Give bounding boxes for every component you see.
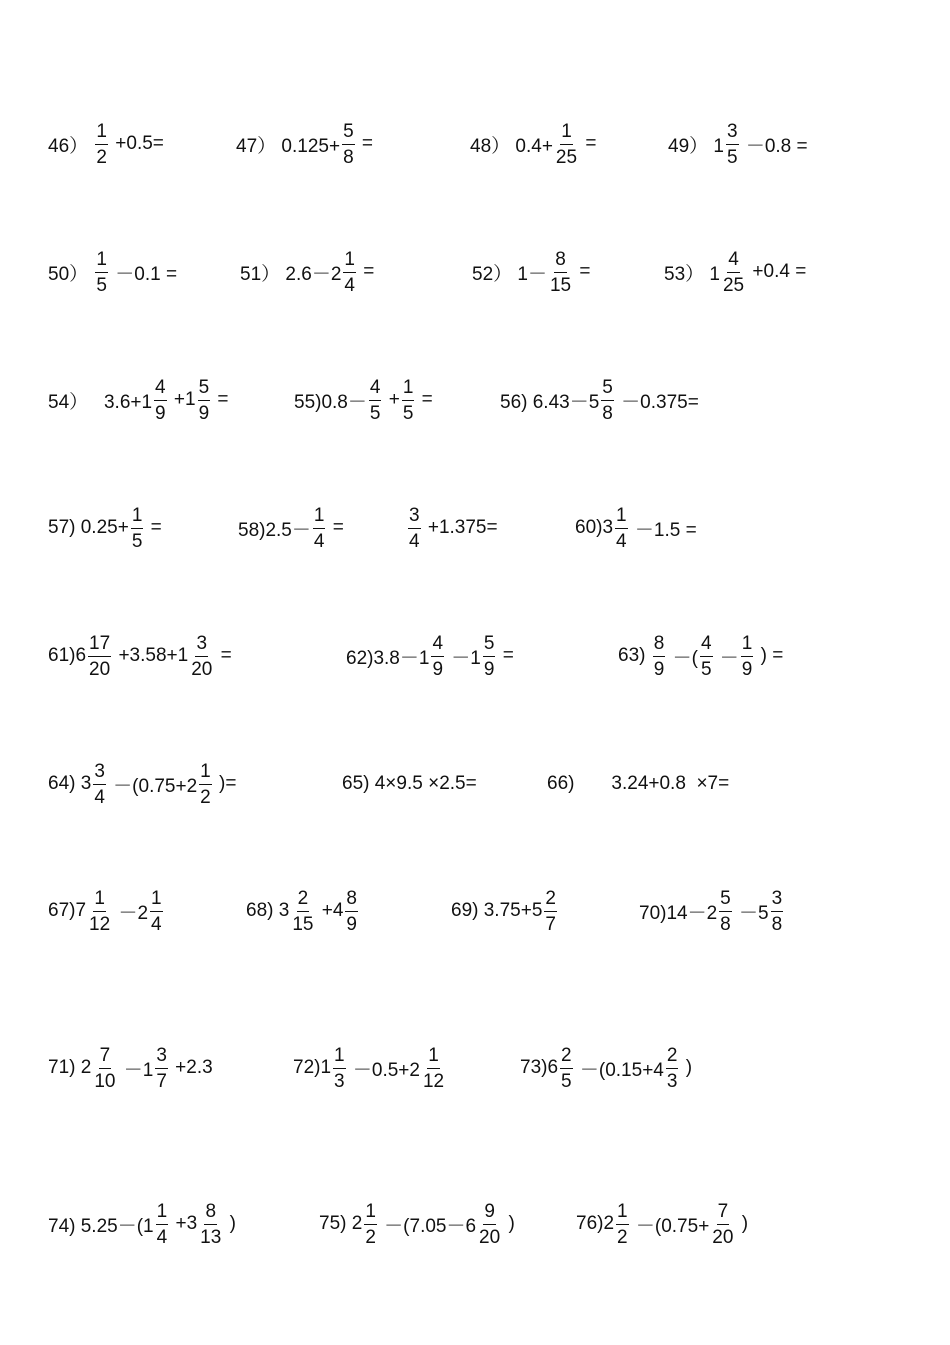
fraction-numerator: 5	[719, 889, 732, 912]
problem-text: －(0.15+4	[574, 1059, 664, 1081]
fraction-denominator: 9	[155, 402, 166, 424]
math-problem	[236, 104, 373, 184]
fraction-denominator: 5	[131, 530, 143, 552]
problem-text: －5	[733, 902, 769, 924]
fraction	[719, 889, 732, 934]
fraction	[88, 634, 111, 679]
problem-text: =	[215, 645, 232, 666]
fraction	[549, 250, 572, 295]
math-problem	[48, 616, 232, 696]
fraction-numerator: 4	[700, 634, 713, 657]
fraction-numerator: 3	[155, 1046, 168, 1069]
math-problem	[451, 871, 559, 951]
math-problem	[246, 871, 360, 951]
fraction-numerator: 1	[131, 506, 144, 529]
fraction	[364, 1202, 377, 1247]
math-problem	[48, 360, 229, 440]
math-problem	[406, 488, 498, 568]
problem-text: －(0.75+	[630, 1215, 710, 1237]
fraction-denominator: 20	[479, 1226, 501, 1248]
problem-row	[0, 360, 950, 440]
problem-text: 65) 4×9.5 ×2.5=	[342, 773, 477, 794]
problem-row	[0, 744, 950, 824]
fraction-numerator: 8	[653, 634, 666, 657]
math-problem	[48, 871, 165, 951]
problem-text: 63)	[618, 645, 651, 666]
math-problem	[48, 1028, 213, 1108]
fraction	[95, 122, 108, 167]
fraction	[700, 634, 713, 679]
fraction	[190, 634, 213, 679]
fraction	[199, 762, 212, 807]
problem-text: 73)6	[520, 1057, 559, 1078]
math-problem	[639, 871, 785, 951]
fraction-denominator: 5	[96, 274, 107, 296]
fraction-denominator: 9	[198, 402, 210, 424]
fraction-numerator: 1	[343, 250, 356, 273]
fraction-denominator: 20	[89, 658, 111, 680]
fraction-denominator: 12	[89, 913, 111, 935]
problem-text: 46）	[48, 135, 94, 157]
fraction-denominator: 4	[344, 274, 355, 296]
fraction-denominator: 20	[191, 658, 213, 680]
problem-text: 67)7	[48, 900, 87, 921]
math-problem	[618, 616, 783, 696]
problem-text: －(0.75+2	[107, 775, 198, 797]
fraction-denominator: 4	[616, 530, 627, 552]
fraction	[616, 1202, 629, 1247]
problem-text: 53） 1	[664, 263, 720, 285]
fraction	[198, 378, 211, 423]
problem-text: =	[145, 517, 162, 538]
problem-text: －(7.05－6	[378, 1215, 477, 1237]
fraction-denominator: 9	[346, 913, 357, 935]
math-problem	[470, 104, 596, 184]
problem-text: +1	[168, 389, 196, 410]
fraction-numerator: 1	[156, 1202, 169, 1225]
fraction-denominator: 4	[94, 786, 105, 808]
problem-text: +4	[316, 900, 344, 921]
fraction-numerator: 1	[741, 634, 754, 657]
problem-text: 47） 0.125+	[236, 135, 341, 157]
fraction	[345, 889, 358, 934]
fraction-denominator: 8	[343, 146, 354, 168]
math-problem	[547, 744, 729, 824]
fraction-denominator: 2	[200, 786, 211, 808]
fraction-denominator: 4	[313, 530, 325, 552]
fraction	[422, 1046, 445, 1091]
fraction-numerator: 8	[554, 250, 567, 273]
fraction	[402, 378, 415, 423]
problem-text: －2	[113, 902, 149, 924]
fraction-numerator: 8	[204, 1202, 217, 1225]
fraction	[93, 1046, 116, 1091]
fraction-denominator: 12	[422, 1070, 445, 1092]
fraction	[342, 122, 355, 167]
problem-text: +1.375=	[422, 517, 498, 538]
fraction	[544, 889, 557, 934]
problem-text: 68) 3	[246, 900, 290, 921]
problem-row	[0, 104, 950, 184]
problem-text: 71) 2	[48, 1057, 92, 1078]
fraction	[150, 889, 163, 934]
math-problem	[238, 488, 344, 568]
fraction-numerator: 1	[560, 122, 573, 145]
problem-text: +2.3	[169, 1057, 213, 1078]
fraction-denominator: 9	[741, 658, 753, 680]
problem-text: +3	[170, 1213, 198, 1234]
math-problem	[48, 1184, 236, 1264]
fraction	[88, 889, 111, 934]
fraction-numerator: 5	[601, 378, 614, 401]
fraction-denominator: 15	[549, 274, 572, 296]
fraction-numerator: 2	[544, 889, 557, 912]
fraction-numerator: 3	[93, 762, 106, 785]
fraction-numerator: 1	[333, 1046, 346, 1069]
fraction-denominator: 9	[483, 658, 495, 680]
problem-text: －(	[667, 647, 698, 669]
fraction-numerator: 1	[616, 1202, 629, 1225]
problem-text: －1.5 =	[629, 519, 697, 541]
problem-text: 70)14－2	[639, 902, 718, 924]
fraction-numerator: 2	[560, 1046, 573, 1069]
fraction-denominator: 15	[292, 913, 314, 935]
problem-text: 49） 1	[668, 135, 724, 157]
problem-text: )	[224, 1213, 236, 1234]
fraction-denominator: 25	[722, 274, 745, 296]
problem-text: 52） 1－	[472, 263, 547, 285]
fraction	[666, 1046, 679, 1091]
fraction	[771, 889, 784, 934]
problem-row	[0, 871, 950, 951]
fraction	[431, 634, 444, 679]
problem-text: =	[356, 133, 374, 154]
problem-text: 76)2	[576, 1213, 615, 1234]
problem-text: +0.5=	[110, 133, 164, 154]
problem-text: －0.1 =	[110, 263, 178, 285]
fraction-numerator: 8	[345, 889, 358, 912]
problem-text: －0.8 =	[740, 135, 808, 157]
fraction-numerator: 1	[364, 1202, 377, 1225]
fraction	[408, 506, 421, 551]
fraction	[555, 122, 578, 167]
fraction	[560, 1046, 573, 1091]
fraction-denominator: 4	[151, 913, 162, 935]
fraction	[291, 889, 314, 934]
problem-text: 54） 3.6+1	[48, 391, 153, 413]
problem-text: =	[580, 133, 597, 154]
fraction-numerator: 4	[154, 378, 167, 401]
problem-text: 66) 3.24+0.8 ×7=	[547, 773, 730, 794]
fraction-numerator: 5	[198, 378, 211, 401]
fraction-denominator: 3	[334, 1070, 345, 1092]
fraction-numerator: 2	[297, 889, 310, 912]
fraction-numerator: 1	[427, 1046, 440, 1069]
fraction	[601, 378, 614, 423]
problem-text: )	[503, 1213, 515, 1234]
problem-text: 56) 6.43－5	[500, 391, 600, 413]
problem-text: －	[714, 647, 739, 669]
fraction-denominator: 2	[96, 146, 107, 168]
problem-text: 60)3	[575, 517, 614, 538]
problem-text: =	[497, 645, 514, 666]
math-problem	[575, 488, 697, 568]
problem-text: )=	[213, 773, 237, 794]
fraction-denominator: 25	[555, 146, 578, 168]
fraction	[483, 634, 496, 679]
math-problem	[472, 232, 591, 312]
fraction-numerator: 1	[199, 762, 212, 785]
fraction-numerator: 7	[717, 1202, 730, 1225]
fraction-numerator: 1	[313, 506, 326, 529]
fraction-numerator: 9	[483, 1202, 496, 1225]
problem-text: 75) 2	[319, 1213, 363, 1234]
fraction-numerator: 1	[402, 378, 415, 401]
fraction-numerator: 4	[727, 250, 740, 273]
math-problem	[319, 1184, 515, 1264]
fraction-numerator: 3	[726, 122, 739, 145]
fraction	[131, 506, 144, 551]
problem-text: 61)6	[48, 645, 87, 666]
fraction	[155, 1046, 168, 1091]
problem-text: 72)1	[293, 1057, 332, 1078]
fraction-denominator: 4	[156, 1226, 168, 1248]
problem-row	[0, 1028, 950, 1108]
problem-text: =	[416, 389, 433, 410]
problem-text: －1	[446, 647, 481, 669]
fraction-denominator: 7	[545, 913, 556, 935]
fraction	[478, 1202, 501, 1247]
fraction	[369, 378, 382, 423]
fraction-numerator: 1	[93, 889, 106, 912]
problem-text: －0.5+2	[347, 1059, 420, 1081]
problem-text: 55)0.8－	[294, 391, 367, 413]
fraction-denominator: 13	[200, 1226, 222, 1248]
problem-row	[0, 1184, 950, 1264]
fraction-denominator: 4	[409, 530, 420, 552]
math-problem	[293, 1028, 447, 1108]
fraction	[741, 634, 754, 679]
fraction-numerator: 1	[150, 889, 163, 912]
fraction-denominator: 5	[726, 146, 738, 168]
fraction-numerator: 5	[342, 122, 355, 145]
fraction-numerator: 3	[771, 889, 784, 912]
problem-row	[0, 616, 950, 696]
fraction	[615, 506, 628, 551]
math-problem	[240, 232, 374, 312]
math-problem	[668, 104, 808, 184]
problem-text: 48） 0.4+	[470, 135, 553, 157]
fraction-numerator: 7	[99, 1046, 112, 1069]
math-problem	[664, 232, 806, 312]
fraction	[93, 762, 106, 807]
math-problem	[520, 1028, 692, 1108]
fraction-numerator: 2	[666, 1046, 679, 1069]
problem-text: +	[383, 389, 400, 410]
fraction	[653, 634, 666, 679]
math-problem	[500, 360, 699, 440]
problem-text: )	[736, 1213, 749, 1234]
fraction-denominator: 9	[653, 658, 665, 680]
problem-text: －1	[118, 1059, 154, 1081]
problem-text: +3.58+1	[113, 645, 189, 666]
fraction	[156, 1202, 169, 1247]
math-problem	[294, 360, 433, 440]
problem-text: 58)2.5－	[238, 519, 311, 541]
math-problem	[48, 232, 177, 312]
fraction-numerator: 5	[483, 634, 496, 657]
fraction-numerator: 3	[408, 506, 421, 529]
problem-text: 51） 2.6－2	[240, 263, 342, 285]
fraction	[333, 1046, 346, 1091]
fraction-denominator: 2	[365, 1226, 376, 1248]
problem-text: ) =	[755, 645, 784, 666]
math-problem	[48, 104, 164, 184]
fraction-denominator: 8	[771, 913, 783, 935]
problem-text: 57) 0.25+	[48, 517, 129, 538]
fraction-denominator: 20	[712, 1226, 734, 1248]
fraction-denominator: 5	[369, 402, 381, 424]
fraction-denominator: 2	[617, 1226, 628, 1248]
problem-text: =	[212, 389, 229, 410]
fraction-numerator: 1	[95, 122, 108, 145]
fraction-denominator: 8	[602, 402, 613, 424]
problem-text: =	[357, 261, 375, 282]
problem-text: 62)3.8－1	[346, 647, 430, 669]
math-problem	[48, 488, 162, 568]
fraction-denominator: 8	[720, 913, 731, 935]
fraction-denominator: 5	[402, 402, 414, 424]
fraction-numerator: 1	[95, 250, 108, 273]
fraction-numerator: 17	[88, 634, 111, 657]
fraction-denominator: 10	[94, 1070, 116, 1092]
problem-text: 64) 3	[48, 773, 92, 794]
problem-row	[0, 232, 950, 312]
math-problem	[576, 1184, 748, 1264]
fraction	[343, 250, 356, 295]
fraction-denominator: 5	[561, 1070, 572, 1092]
problem-text: +0.4 =	[747, 261, 807, 282]
fraction	[722, 250, 745, 295]
fraction-numerator: 3	[195, 634, 208, 657]
fraction-denominator: 3	[666, 1070, 678, 1092]
problem-text: =	[574, 261, 591, 282]
fraction-numerator: 1	[615, 506, 628, 529]
fraction	[313, 506, 326, 551]
math-problem	[342, 744, 477, 824]
problem-text: 69) 3.75+5	[451, 900, 543, 921]
fraction-denominator: 9	[432, 658, 444, 680]
fraction	[711, 1202, 734, 1247]
fraction-numerator: 4	[369, 378, 382, 401]
fraction-denominator: 5	[700, 658, 712, 680]
math-problem	[346, 616, 514, 696]
fraction	[199, 1202, 222, 1247]
problem-text: 50）	[48, 263, 94, 285]
problem-text: =	[327, 517, 344, 538]
fraction	[95, 250, 108, 295]
problem-row	[0, 488, 950, 568]
fraction-denominator: 7	[156, 1070, 167, 1092]
fraction	[726, 122, 739, 167]
problem-text: 74) 5.25－(1	[48, 1215, 154, 1237]
fraction	[154, 378, 167, 423]
fraction-numerator: 4	[431, 634, 444, 657]
problem-text: －0.375=	[615, 391, 699, 413]
math-problem	[48, 744, 236, 824]
problem-text: )	[680, 1057, 693, 1078]
